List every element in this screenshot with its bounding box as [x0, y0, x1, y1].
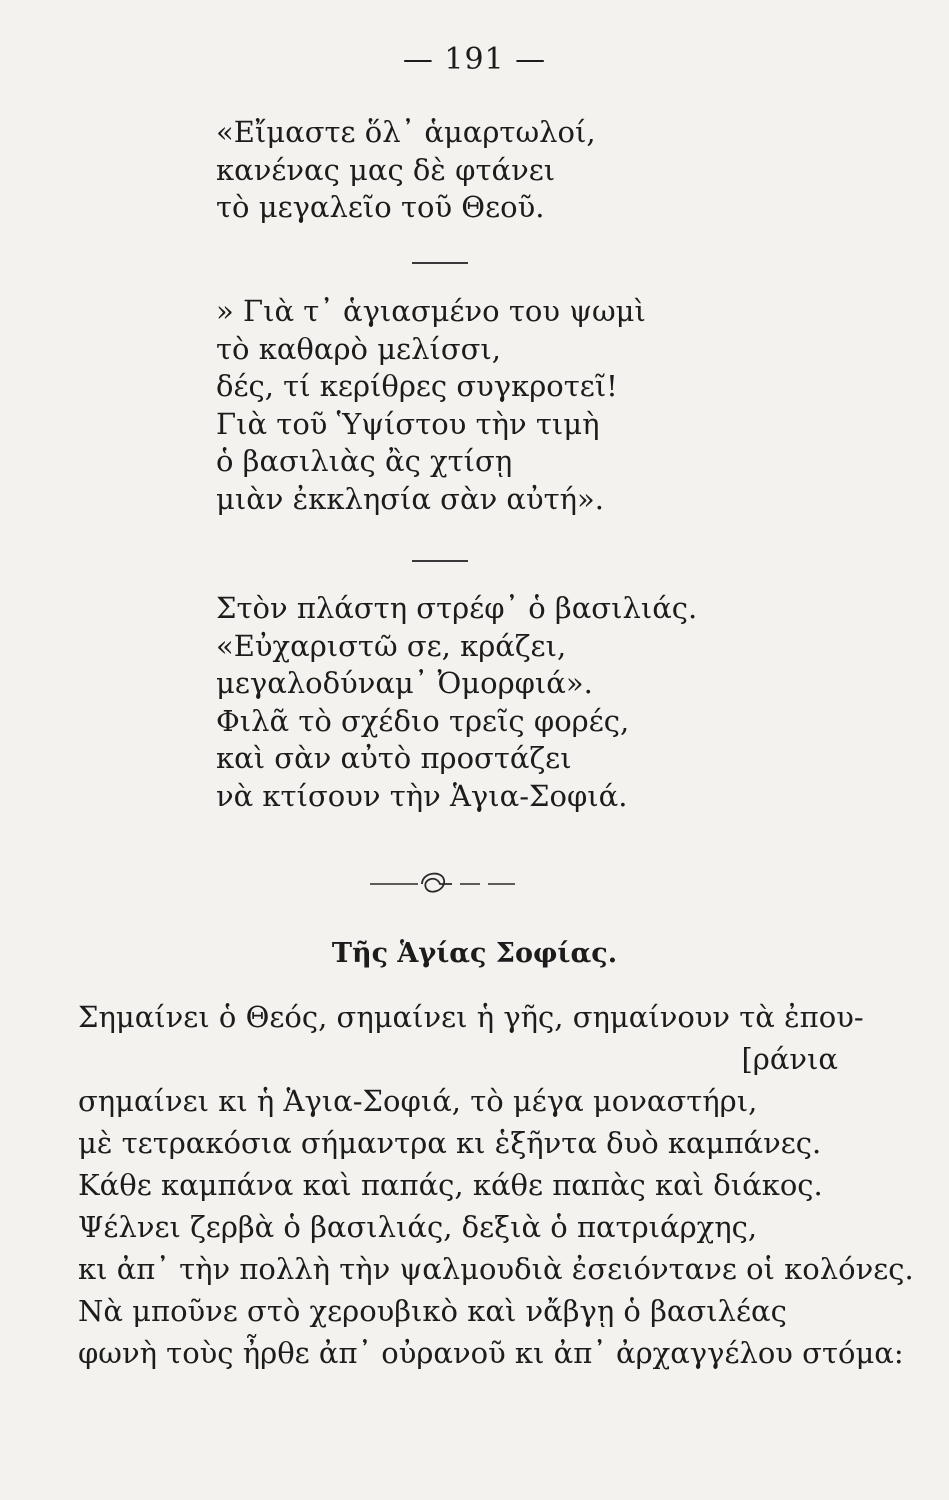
verse-line: νὰ κτίσουν τὴν Ἁγια-Σοφιά. [216, 778, 628, 813]
verse-line: καὶ σὰν αὐτὸ προστάζει [216, 741, 572, 775]
stanza-2 [216, 293, 646, 518]
ornament-divider-icon [370, 864, 515, 904]
prose-line: φωνὴ τοὺς ἦρθε ἀπ᾿ οὐρανοῦ κι ἀπ᾿ ἀρχαγγέλου στόμα: [78, 1336, 904, 1370]
verse-line: Στὸν πλάστη στρέφ᾿ ὁ βασιλιάς. [216, 591, 698, 625]
verse-line: τὸ μεγαλεῖο τοῦ Θεοῦ. [216, 190, 545, 224]
prose-line: Ψέλνει ζερβὰ ὁ βασιλιάς, δεξιὰ ὁ πατριάρχης, [78, 1210, 758, 1244]
section-title: Τῆς Ἁγίας Σοφίας. [331, 938, 618, 969]
prose-line: μὲ τετρακόσια σήμαντρα κι ἑξῆντα δυὸ καμπάνες. [78, 1126, 822, 1160]
verse-line: Γιὰ τοῦ Ὑψίστου τὴν τιμὴ [216, 406, 600, 441]
verse-line: δές, τί κερίθρες συγκροτεῖ! [216, 369, 618, 403]
verse-line: μεγαλοδύναμ᾿ Ὀμορφιά». [216, 666, 593, 700]
verse-line: ὁ βασιλιὰς ἂς χτίσῃ [216, 444, 513, 478]
prose-line: κι ἀπ᾿ τὴν πολλὴ τὴν ψαλμουδιὰ ἐσειόντανε οἱ κολόνες. [78, 1252, 914, 1286]
verse-line: τὸ καθαρὸ μελίσσι, [216, 331, 502, 366]
verse-line: «Εὐχαριστῶ σε, κράζει, [216, 628, 567, 663]
verse-line: «Εἴμαστε ὅλ᾿ ἁμαρτωλοί, [216, 115, 596, 149]
verse-line: μιὰν ἐκκλησία σὰν αὐτή». [216, 481, 605, 516]
prose-line: Κάθε καμπάνα καὶ παπάς, κάθε παπὰς καὶ διάκος. [78, 1168, 823, 1202]
stanza-1 [216, 114, 596, 227]
prose-line: σημαίνει κι ἡ Ἁγια-Σοφιά, τὸ μέγα μοναστήρι, [78, 1084, 758, 1118]
divider-rule [412, 560, 468, 562]
divider-rule [412, 262, 468, 264]
verse-line: » Γιὰ τ᾿ ἁγιασμένο του ψωμὶ [216, 294, 646, 328]
prose-line: Νὰ μποῦνε στὸ χερουβικὸ καὶ νἄβγῃ ὁ βασιλέας [78, 1294, 787, 1328]
verse-line: Φιλᾶ τὸ σχέδιο τρεῖς φορές, [216, 703, 630, 738]
page-number: — 191 — [402, 42, 547, 77]
prose-line-continuation: [ράνια [741, 1042, 838, 1076]
prose-block [78, 996, 914, 1374]
verse-line: κανένας μας δὲ φτάνει [216, 152, 556, 187]
stanza-3 [216, 590, 697, 815]
prose-line: Σημαίνει ὁ Θεός, σημαίνει ἡ γῆς, σημαίνουν τὰ ἐπου- [78, 1000, 864, 1034]
